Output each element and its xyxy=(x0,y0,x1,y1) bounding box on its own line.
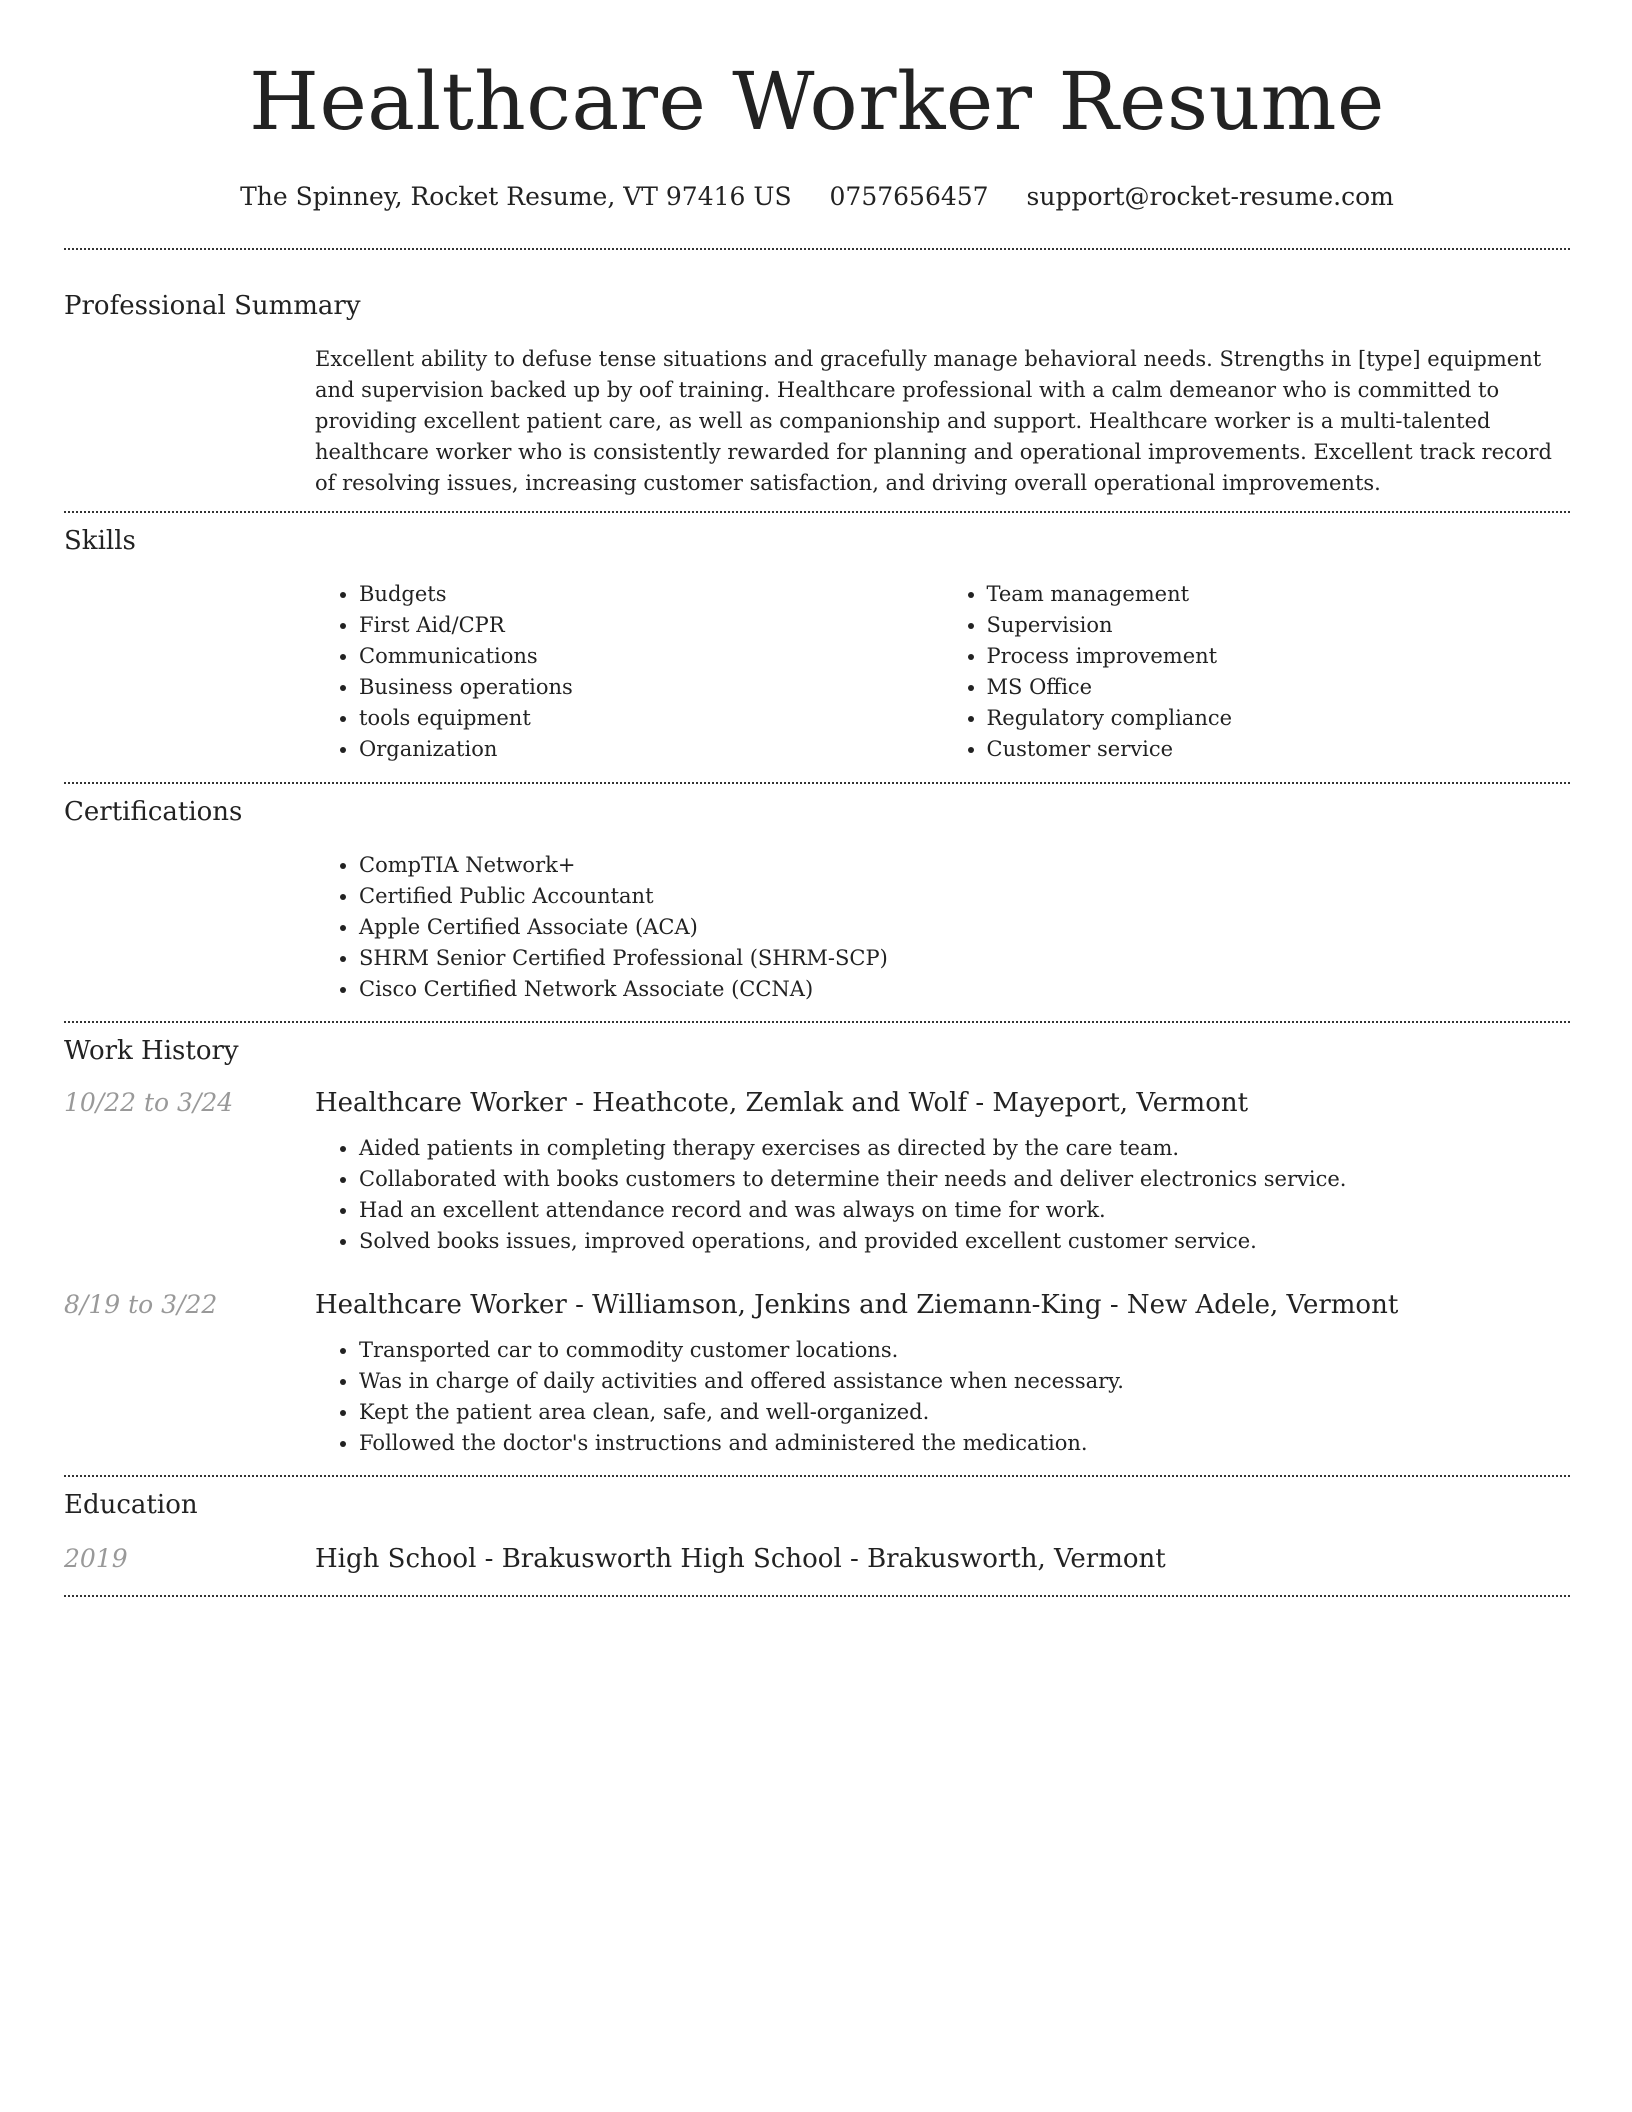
job-duty-item: • Collaborated with books customers to determine their needs and deliver electronics service. xyxy=(359,1164,1570,1195)
section-divider xyxy=(64,1021,1570,1023)
section-heading: Professional Summary xyxy=(64,291,361,321)
summary-text: Excellent ability to defuse tense situations and gracefully manage behavioral needs. Strengths in [type] equipment and supervision backed up by oof training. Healthcare professional with a calm demeanor who is committed to providing excellent patient care, as well as companionship and support. Healthcare worker is a multi-talented healthcare worker who is consistently rewarded for planning and operational improvements. Excellent track record of resolving issues, increasing customer satisfaction, and driving overall operational improvements. xyxy=(315,347,1552,495)
email-link[interactable]: support@rocket-resume.com xyxy=(1026,182,1394,211)
job-duty-item: • Aided patients in completing therapy exercises as directed by the care team. xyxy=(359,1133,1570,1164)
summary-section xyxy=(64,290,1570,499)
skill-item: • Communications xyxy=(359,641,943,672)
certification-item: • Apple Certified Associate (ACA) xyxy=(359,912,1570,943)
skill-item: • Supervision xyxy=(987,610,1571,641)
phone-text: 0757656457 xyxy=(829,182,989,211)
section-heading: Certifications xyxy=(64,797,243,827)
skill-item: • Process improvement xyxy=(987,641,1571,672)
certifications-section xyxy=(64,796,1570,1005)
job-duty-item: • Solved books issues, improved operations, and provided excellent customer service. xyxy=(359,1226,1570,1257)
job-duties-list xyxy=(315,1133,1570,1257)
section-divider xyxy=(64,511,1570,513)
skills-list-right xyxy=(943,579,1571,765)
education-section xyxy=(64,1489,1570,1575)
skill-item: • Budgets xyxy=(359,579,943,610)
job-duty-item: • Kept the patient area clean, safe, and well-organized. xyxy=(359,1397,1570,1428)
skills-section xyxy=(64,525,1570,765)
certification-item: • Certified Public Accountant xyxy=(359,881,1570,912)
job-dates: 8/19 to 3/22 xyxy=(64,1290,218,1319)
section-divider xyxy=(64,1475,1570,1477)
skill-item: • Regulatory compliance xyxy=(987,703,1571,734)
section-heading: Education xyxy=(64,1490,198,1520)
skills-list-left xyxy=(315,579,943,765)
job-title: Healthcare Worker - Heathcote, Zemlak and Wolf - Mayeport, Vermont xyxy=(315,1088,1249,1118)
work-history-section xyxy=(64,1035,1570,1459)
education-year: 2019 xyxy=(64,1544,128,1573)
job-duty-item: • Had an excellent attendance record and was always on time for work. xyxy=(359,1195,1570,1226)
address-text: The Spinney, Rocket Resume, VT 97416 US xyxy=(240,182,792,211)
section-divider xyxy=(64,1595,1570,1597)
certification-item: • CompTIA Network+ xyxy=(359,850,1570,881)
skill-item: • Team management xyxy=(987,579,1571,610)
resume-page xyxy=(64,0,1570,1597)
skill-item: • Customer service xyxy=(987,734,1571,765)
job-duties-list xyxy=(315,1335,1570,1459)
section-heading: Work History xyxy=(64,1036,239,1066)
section-divider xyxy=(64,248,1570,250)
education-detail: High School - Brakusworth High School - Brakusworth, Vermont xyxy=(315,1544,1166,1574)
job-dates: 10/22 to 3/24 xyxy=(64,1088,234,1117)
section-heading: Skills xyxy=(64,526,136,556)
skill-item: • MS Office xyxy=(987,672,1571,703)
skill-item: • Business operations xyxy=(359,672,943,703)
education-entry xyxy=(64,1543,1570,1575)
certification-item: • Cisco Certified Network Associate (CCNA) xyxy=(359,974,1570,1005)
skill-item: • Organization xyxy=(359,734,943,765)
job-entry xyxy=(64,1289,1570,1459)
skill-item: • tools equipment xyxy=(359,703,943,734)
certifications-list xyxy=(315,850,1570,1005)
job-duty-item: • Followed the doctor's instructions and administered the medication. xyxy=(359,1428,1570,1459)
job-duty-item: • Was in charge of daily activities and offered assistance when necessary. xyxy=(359,1366,1570,1397)
section-divider xyxy=(64,782,1570,784)
contact-line xyxy=(64,182,1570,212)
job-duty-item: • Transported car to commodity customer locations. xyxy=(359,1335,1570,1366)
certification-item: • SHRM Senior Certified Professional (SHRM-SCP) xyxy=(359,943,1570,974)
resume-title: Healthcare Worker Resume xyxy=(249,55,1385,148)
job-entry xyxy=(64,1087,1570,1257)
skill-item: • First Aid/CPR xyxy=(359,610,943,641)
job-title: Healthcare Worker - Williamson, Jenkins and Ziemann-King - New Adele, Vermont xyxy=(315,1290,1399,1320)
